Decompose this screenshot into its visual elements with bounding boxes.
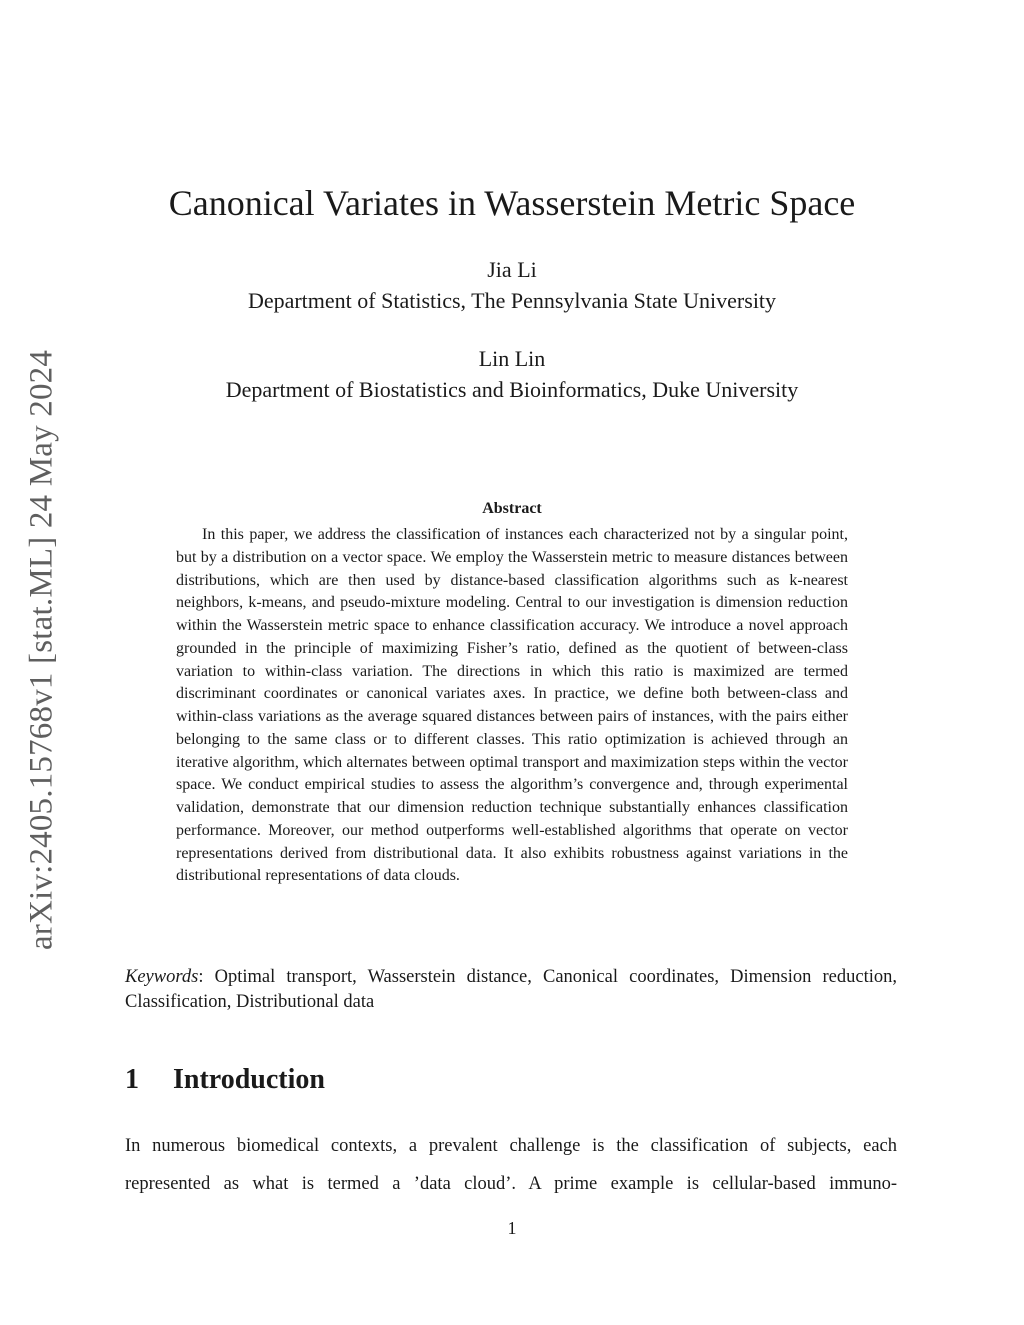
author-affiliation: Department of Statistics, The Pennsylvania State University — [247, 288, 777, 313]
keywords-text: Optimal transport, Wasserstein distance, Canonical coordinates, Dimension reduction, Classification, Distributional data — [125, 967, 897, 1012]
abstract-heading: Abstract — [482, 500, 542, 517]
author-block — [0, 254, 1024, 316]
author-name: Lin Lin — [478, 346, 546, 371]
paper-title: Canonical Variates in Wasserstein Metric Space — [168, 183, 856, 223]
intro-paragraph — [125, 1128, 897, 1203]
paragraph-line: In numerous biomedical contexts, a prevalent challenge is the classification of subjects, each — [125, 1136, 897, 1156]
section-number: 1 — [125, 1064, 139, 1095]
section-title: Introduction — [173, 1064, 325, 1095]
arxiv-identifier: arXiv:2405.15768v1 [stat.ML] 24 May 2024 — [23, 349, 60, 951]
abstract-text: In this paper, we address the classification of instances each characterized not by a singular point, but by a distribution on a vector space. We employ the Wasserstein metric to measure distances between distributions, which are then used by distance-based classification algorithms such as k-nearest neighbors, k-means, and pseudo-mixture modeling. Central to our investigation is dimension reduction within the Wasserstein metric space to enhance classification accuracy. We introduce a novel approach grounded in the principle of maximizing Fisher’s ratio, defined as the quotient of between-class variation to within-class variation. The directions in which this ratio is maximized are termed discriminant coordinates or canonical variates axes. In practice, we define both between-class and within-class variations as the average squared distances between pairs of instances, with the pairs either belonging to the same class or to different classes. This ratio optimization is achieved through an iterative algorithm, which alternates between optimal transport and maximization steps within the vector space. We conduct empirical studies to assess the algorithm’s convergence and, through experimental validation, demonstrate that our dimension reduction technique substantially enhances classification performance. Moreover, our method outperforms well-established algorithms that operate on vector representations derived from distributional data. It also exhibits robustness against variations in the distributional representations of data clouds. — [176, 526, 848, 885]
paragraph-line: represented as what is termed a ’data cloud’. A prime example is cellular-based immuno- — [125, 1173, 897, 1194]
author-affiliation: Department of Biostatistics and Bioinformatics, Duke University — [225, 377, 799, 402]
keywords: Keywords: Optimal transport, Wasserstein distance, Canonical coordinates, Dimension reduction, Classification, Distributional data — [125, 967, 897, 1012]
author-block — [0, 343, 1024, 405]
author-name: Jia Li — [487, 257, 537, 282]
section-heading — [125, 1064, 325, 1096]
page-number: 1 — [507, 1218, 517, 1238]
keywords-label: Keywords — [125, 967, 199, 987]
